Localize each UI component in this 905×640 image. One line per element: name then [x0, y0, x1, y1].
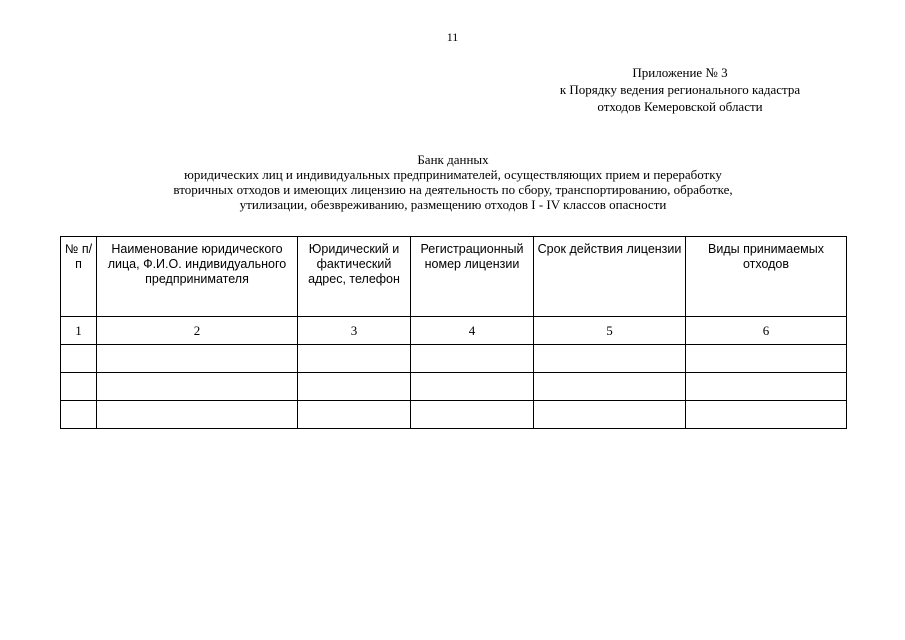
- registry-table: [60, 236, 847, 429]
- appendix-line-2: к Порядку ведения регионального кадастра: [559, 82, 801, 97]
- column-numbering-row: [61, 317, 847, 345]
- table-header-row: [61, 237, 847, 317]
- title-line-4: утилизации, обезвреживанию, размещению отходов I - IV классов опасности: [239, 197, 667, 212]
- table-cell: [61, 345, 97, 373]
- table-cell: [534, 373, 686, 401]
- header-license-term: Срок действия лицензии: [534, 237, 686, 317]
- column-number: 1: [61, 317, 97, 345]
- header-license-number: Регистрационный номер лицензии: [411, 237, 534, 317]
- table-cell: [298, 345, 411, 373]
- table-cell: [534, 345, 686, 373]
- page-number: 11: [446, 30, 459, 44]
- table-cell: [686, 373, 847, 401]
- header-number: № п/п: [61, 237, 97, 317]
- column-number: 2: [97, 317, 298, 345]
- header-entity-name: Наименование юридического лица, Ф.И.О. индивидуального предпринимателя: [97, 237, 298, 317]
- title-line-2: юридических лиц и индивидуальных предпринимателей, осуществляющих прием и переработку: [184, 167, 722, 182]
- header-address: Юридический и фактический адрес, телефон: [298, 237, 411, 317]
- appendix-line-1: Приложение № 3: [632, 65, 728, 80]
- table-row: [61, 373, 847, 401]
- title-line-1: Банк данных: [417, 152, 489, 167]
- table-cell: [534, 401, 686, 429]
- table-cell: [97, 401, 298, 429]
- table-cell: [411, 401, 534, 429]
- table-cell: [686, 345, 847, 373]
- appendix-line-3: отходов Кемеровской области: [597, 99, 763, 114]
- table-cell: [97, 373, 298, 401]
- column-number: 6: [686, 317, 847, 345]
- title-line-3: вторичных отходов и имеющих лицензию на деятельность по сбору, транспортированию, обработке,: [173, 182, 733, 197]
- table-cell: [686, 401, 847, 429]
- table-cell: [97, 345, 298, 373]
- table-cell: [298, 373, 411, 401]
- table-cell: [411, 373, 534, 401]
- column-number: 4: [411, 317, 534, 345]
- column-number: 3: [298, 317, 411, 345]
- table-cell: [411, 345, 534, 373]
- table-row: [61, 345, 847, 373]
- table-cell: [61, 401, 97, 429]
- document-title: [60, 152, 846, 212]
- column-number: 5: [534, 317, 686, 345]
- table-cell: [298, 401, 411, 429]
- header-waste-types: Виды принимаемых отходов: [686, 237, 847, 317]
- table-row: [61, 401, 847, 429]
- appendix-heading: [530, 64, 830, 115]
- table-cell: [61, 373, 97, 401]
